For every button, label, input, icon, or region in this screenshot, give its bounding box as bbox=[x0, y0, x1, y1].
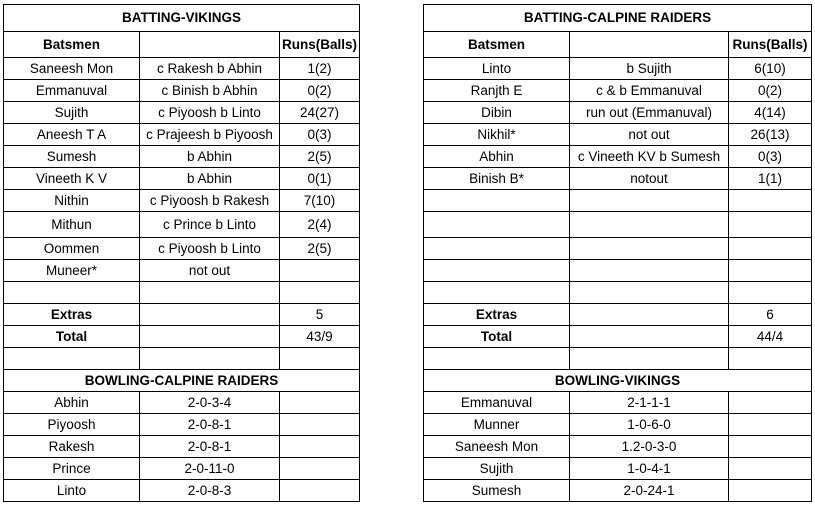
batsman-name: Aneesh T A bbox=[4, 124, 140, 146]
dismissal: b Abhin bbox=[140, 146, 280, 168]
vikings-spacer-row bbox=[4, 348, 360, 370]
calpine-batting-title-row bbox=[424, 5, 812, 32]
extras-label: Extras bbox=[424, 304, 570, 326]
vikings-bowling-title-row bbox=[4, 370, 360, 392]
calpine-innings-panel bbox=[423, 4, 812, 502]
spacer-cell bbox=[729, 348, 812, 370]
vikings-total-row bbox=[4, 326, 360, 348]
vikings-batting-header-row bbox=[4, 32, 360, 58]
runs-balls bbox=[280, 260, 360, 282]
runs-balls: 24(27) bbox=[280, 102, 360, 124]
runs-balls: 6(10) bbox=[729, 58, 812, 80]
dismissal: run out (Emmanuval) bbox=[570, 102, 729, 124]
batsman-row bbox=[4, 238, 360, 260]
total-value: 43/9 bbox=[280, 326, 360, 348]
batsman-row bbox=[424, 80, 812, 102]
dismissal: c Vineeth KV b Sumesh bbox=[570, 146, 729, 168]
bowling-figures: 2-0-11-0 bbox=[140, 458, 280, 480]
calpine-total-row bbox=[424, 326, 812, 348]
bowling-figures: 1-0-4-1 bbox=[570, 458, 729, 480]
batsman-row bbox=[424, 212, 812, 238]
bowler-row bbox=[4, 414, 360, 436]
bowler-name: Piyoosh bbox=[4, 414, 140, 436]
runs-balls-header: Runs(Balls) bbox=[729, 32, 812, 58]
bowling-empty bbox=[729, 436, 812, 458]
batsman-row bbox=[4, 168, 360, 190]
runs-balls: 26(13) bbox=[729, 124, 812, 146]
batting-title: BATTING-CALPINE RAIDERS bbox=[424, 5, 812, 32]
batsman-name: Mithun bbox=[4, 212, 140, 238]
batsman-row bbox=[4, 146, 360, 168]
dismissal: c Piyoosh b Linto bbox=[140, 102, 280, 124]
runs-balls: 0(2) bbox=[729, 80, 812, 102]
batsman-row bbox=[424, 124, 812, 146]
bowling-title: BOWLING-VIKINGS bbox=[424, 370, 812, 392]
dismissal: not out bbox=[570, 124, 729, 146]
batsman-row bbox=[424, 190, 812, 212]
batsman-row bbox=[4, 58, 360, 80]
bowler-row bbox=[4, 458, 360, 480]
batsman-row bbox=[424, 260, 812, 282]
batsman-row bbox=[424, 168, 812, 190]
dismissal-header bbox=[140, 32, 280, 58]
bowling-figures: 2-0-24-1 bbox=[570, 480, 729, 502]
bowler-name: Prince bbox=[4, 458, 140, 480]
batsman-name: Emmanuval bbox=[4, 80, 140, 102]
batsman-row bbox=[4, 102, 360, 124]
batsman-name: Vineeth K V bbox=[4, 168, 140, 190]
bowler-name: Rakesh bbox=[4, 436, 140, 458]
runs-balls bbox=[729, 260, 812, 282]
runs-balls: 2(5) bbox=[280, 146, 360, 168]
bowling-empty bbox=[280, 392, 360, 414]
dismissal bbox=[570, 212, 729, 238]
total-value: 44/4 bbox=[729, 326, 812, 348]
dismissal bbox=[570, 282, 729, 304]
spacer-cell bbox=[4, 348, 140, 370]
dismissal: c Piyoosh b Linto bbox=[140, 238, 280, 260]
dismissal bbox=[570, 190, 729, 212]
batsman-name: Dibin bbox=[424, 102, 570, 124]
dismissal: c Rakesh b Abhin bbox=[140, 58, 280, 80]
vikings-batting-title-row bbox=[4, 5, 360, 32]
runs-balls: 0(3) bbox=[280, 124, 360, 146]
bowling-figures: 2-0-8-1 bbox=[140, 414, 280, 436]
runs-balls: 7(10) bbox=[280, 190, 360, 212]
spacer-cell bbox=[570, 348, 729, 370]
batsman-name bbox=[424, 238, 570, 260]
runs-balls: 0(2) bbox=[280, 80, 360, 102]
batsman-name: Abhin bbox=[424, 146, 570, 168]
bowler-row bbox=[4, 436, 360, 458]
batsman-name: Oommen bbox=[4, 238, 140, 260]
batting-vikings-table bbox=[3, 4, 360, 502]
runs-balls bbox=[729, 282, 812, 304]
calpine-spacer-row bbox=[424, 348, 812, 370]
runs-balls: 1(2) bbox=[280, 58, 360, 80]
batsman-name bbox=[424, 190, 570, 212]
batsman-name: Binish B* bbox=[424, 168, 570, 190]
extras-value: 5 bbox=[280, 304, 360, 326]
dismissal: c Binish b Abhin bbox=[140, 80, 280, 102]
bowler-name: Emmanuval bbox=[424, 392, 570, 414]
batsman-row bbox=[4, 282, 360, 304]
dismissal bbox=[570, 260, 729, 282]
bowler-name: Munner bbox=[424, 414, 570, 436]
batsman-row bbox=[4, 124, 360, 146]
vikings-extras-row bbox=[4, 304, 360, 326]
dismissal: c Prajeesh b Piyoosh bbox=[140, 124, 280, 146]
extras-empty bbox=[570, 304, 729, 326]
batsman-row bbox=[4, 80, 360, 102]
bowling-empty bbox=[280, 458, 360, 480]
batsman-name bbox=[424, 260, 570, 282]
bowler-row bbox=[4, 392, 360, 414]
runs-balls bbox=[729, 212, 812, 238]
batsman-row bbox=[424, 58, 812, 80]
dismissal bbox=[570, 238, 729, 260]
dismissal: c Prince b Linto bbox=[140, 212, 280, 238]
total-label: Total bbox=[4, 326, 140, 348]
runs-balls bbox=[729, 190, 812, 212]
bowler-name: Saneesh Mon bbox=[424, 436, 570, 458]
bowler-row bbox=[424, 414, 812, 436]
dismissal: c & b Emmanuval bbox=[570, 80, 729, 102]
total-empty bbox=[570, 326, 729, 348]
extras-value: 6 bbox=[729, 304, 812, 326]
spacer-cell bbox=[280, 348, 360, 370]
batsman-name bbox=[424, 212, 570, 238]
bowling-empty bbox=[729, 458, 812, 480]
bowling-figures: 2-0-8-3 bbox=[140, 480, 280, 502]
runs-balls bbox=[729, 238, 812, 260]
bowling-empty bbox=[280, 414, 360, 436]
bowling-figures: 2-1-1-1 bbox=[570, 392, 729, 414]
extras-label: Extras bbox=[4, 304, 140, 326]
runs-balls: 2(5) bbox=[280, 238, 360, 260]
batsman-row bbox=[424, 146, 812, 168]
batsman-name: Saneesh Mon bbox=[4, 58, 140, 80]
dismissal: b Abhin bbox=[140, 168, 280, 190]
bowler-name: Sumesh bbox=[424, 480, 570, 502]
bowling-figures: 2-0-8-1 bbox=[140, 436, 280, 458]
bowling-figures: 1.2-0-3-0 bbox=[570, 436, 729, 458]
dismissal: b Sujith bbox=[570, 58, 729, 80]
bowling-empty bbox=[280, 436, 360, 458]
bowler-name: Linto bbox=[4, 480, 140, 502]
batsmen-header: Batsmen bbox=[424, 32, 570, 58]
runs-balls: 0(3) bbox=[729, 146, 812, 168]
batsman-name: Sujith bbox=[4, 102, 140, 124]
bowler-row bbox=[4, 480, 360, 502]
extras-empty bbox=[140, 304, 280, 326]
batsman-name: Nithin bbox=[4, 190, 140, 212]
bowler-name: Abhin bbox=[4, 392, 140, 414]
batsman-row bbox=[4, 260, 360, 282]
vikings-innings-panel bbox=[3, 4, 360, 502]
batsman-name bbox=[4, 282, 140, 304]
bowler-row bbox=[424, 436, 812, 458]
batsman-row bbox=[424, 282, 812, 304]
batsman-row bbox=[4, 212, 360, 238]
runs-balls bbox=[280, 282, 360, 304]
bowling-empty bbox=[729, 414, 812, 436]
bowling-figures: 1-0-6-0 bbox=[570, 414, 729, 436]
batsmen-header: Batsmen bbox=[4, 32, 140, 58]
calpine-batting-header-row bbox=[424, 32, 812, 58]
batsman-row bbox=[424, 238, 812, 260]
bowler-name: Sujith bbox=[424, 458, 570, 480]
bowling-empty bbox=[729, 480, 812, 502]
batsman-row bbox=[424, 102, 812, 124]
runs-balls-header: Runs(Balls) bbox=[280, 32, 360, 58]
dismissal-header bbox=[570, 32, 729, 58]
batsman-name: Muneer* bbox=[4, 260, 140, 282]
batsman-name bbox=[424, 282, 570, 304]
batting-title: BATTING-VIKINGS bbox=[4, 5, 360, 32]
runs-balls: 0(1) bbox=[280, 168, 360, 190]
dismissal: not out bbox=[140, 260, 280, 282]
bowling-empty bbox=[280, 480, 360, 502]
spacer-cell bbox=[140, 348, 280, 370]
calpine-bowling-title-row bbox=[424, 370, 812, 392]
batsman-name: Sumesh bbox=[4, 146, 140, 168]
calpine-extras-row bbox=[424, 304, 812, 326]
bowling-figures: 2-0-3-4 bbox=[140, 392, 280, 414]
dismissal: c Piyoosh b Rakesh bbox=[140, 190, 280, 212]
bowler-row bbox=[424, 480, 812, 502]
total-label: Total bbox=[424, 326, 570, 348]
bowling-empty bbox=[729, 392, 812, 414]
batting-calpine-table bbox=[423, 4, 812, 502]
total-empty bbox=[140, 326, 280, 348]
bowling-title: BOWLING-CALPINE RAIDERS bbox=[4, 370, 360, 392]
dismissal bbox=[140, 282, 280, 304]
runs-balls: 1(1) bbox=[729, 168, 812, 190]
runs-balls: 4(14) bbox=[729, 102, 812, 124]
dismissal: notout bbox=[570, 168, 729, 190]
batsman-name: Nikhil* bbox=[424, 124, 570, 146]
bowler-row bbox=[424, 392, 812, 414]
batsman-row bbox=[4, 190, 360, 212]
bowler-row bbox=[424, 458, 812, 480]
spacer-cell bbox=[424, 348, 570, 370]
batsman-name: Ranjth E bbox=[424, 80, 570, 102]
runs-balls: 2(4) bbox=[280, 212, 360, 238]
batsman-name: Linto bbox=[424, 58, 570, 80]
